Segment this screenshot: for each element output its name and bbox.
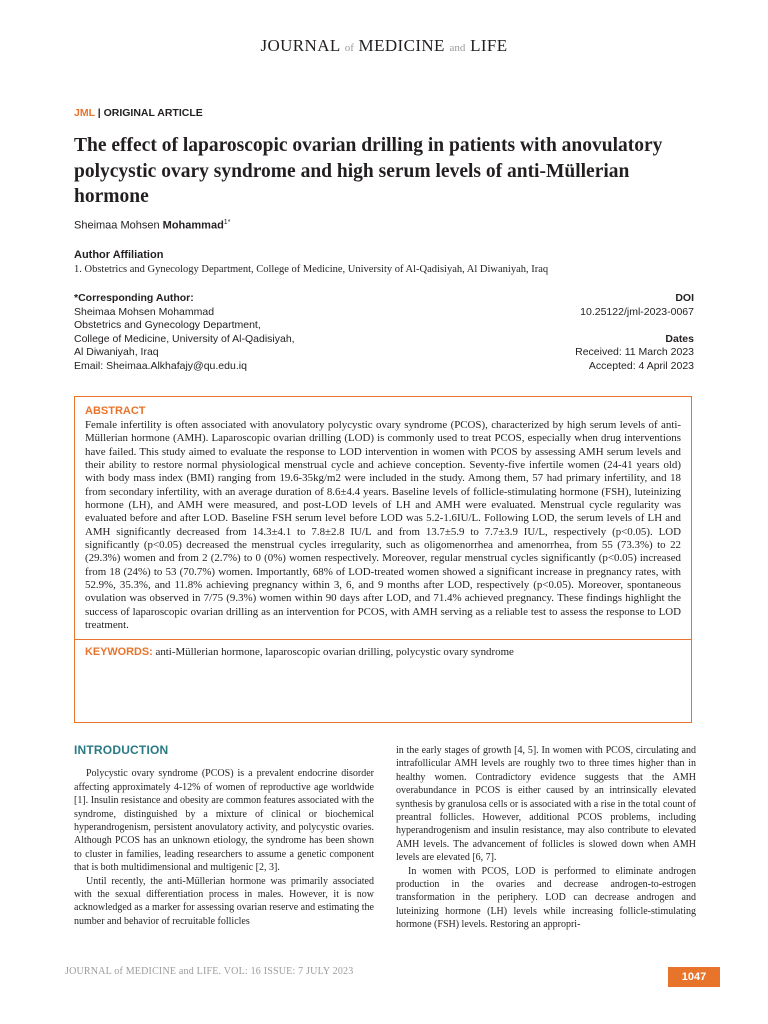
- intro-paragraph-3: in the early stages of growth [4, 5]. In women with PCOS, circulating and intrafollicular AMH levels are roughly two to three times higher than in healthy women. Contradictory evidence suggests that the AMH overabundance in PCOS is either caused by an intrinsically elevated synthesis by granulosa cells or is associated with a rise in the total count of preantral follicles. However, additional PCOS problems, including hyperandrogenism and insulin resistance, may also contribute to elevated AMH levels. The advancement of follicles is slowed down when AMH levels are elevated [6, 7].: [396, 745, 696, 864]
- journal-name-of: of: [344, 42, 354, 54]
- author-line: [74, 219, 230, 232]
- keywords-label: KEYWORDS:: [85, 645, 153, 658]
- corresponding-department: Obstetrics and Gynecology Department,: [74, 319, 261, 332]
- dates-heading: Dates: [665, 332, 694, 345]
- journal-header: [0, 36, 768, 56]
- author-superscript: 1*: [223, 219, 231, 226]
- column-right: [396, 744, 696, 932]
- category-brand: JML: [74, 107, 95, 119]
- author-family-name: Mohammad: [162, 219, 224, 232]
- category-type: ORIGINAL ARTICLE: [103, 107, 203, 119]
- page-number: 1047: [668, 967, 720, 987]
- journal-name-life: LIFE: [470, 36, 508, 55]
- journal-name-journal: JOURNAL: [260, 36, 341, 55]
- introduction-heading: INTRODUCTION: [74, 743, 169, 757]
- corresponding-author: [74, 292, 374, 374]
- keywords-text: anti-Müllerian hormone, laparoscopic ovarian drilling, polycystic ovary syndrome: [152, 645, 514, 658]
- affiliation-text: 1. Obstetrics and Gynecology Department, College of Medicine, University of Al-Qadisiyah, Al Diwaniyah, Iraq: [74, 264, 549, 275]
- column-left: [74, 744, 374, 928]
- article-title: The effect of laparoscopic ovarian drilling in patients with anovulatory polycystic ovary syndrome and high serum levels of anti-Müllerian hormone: [74, 135, 663, 207]
- corresponding-name: Sheimaa Mohsen Mohammad: [74, 305, 215, 318]
- intro-paragraph-4: In women with PCOS, LOD is performed to eliminate androgen production in the ovaries and decrease androgen-to-estrogen transformation in the periphery. LOD can decrease androgen and luteinizing hormone (LH) levels while increasing follicle-stimulating hormone (FSH) levels. Restoring an appropri-: [396, 865, 696, 931]
- doi-heading: DOI: [675, 292, 694, 304]
- abstract-box: [74, 396, 692, 723]
- article-category: [74, 107, 203, 119]
- corresponding-email[interactable]: Email: Sheimaa.Alkhafajy@qu.edu.iq: [74, 359, 247, 372]
- corresponding-college: College of Medicine, University of Al-Qadisiyah,: [74, 332, 295, 345]
- article-info: [434, 292, 694, 374]
- intro-paragraph-2: Until recently, the anti-Müllerian hormone was primarily associated with the sexual differentiation process in males. However, it is now acknowledged as a marker for assessing ovarian reserve and estimating the number and behavior of recruitable follicles: [74, 875, 374, 927]
- intro-paragraph-1: Polycystic ovary syndrome (PCOS) is a prevalent endocrine disorder affecting approximately 4-12% of women of reproductive age worldwide [1]. Insulin resistance and obesity are common features associated with the syndrome, distinguished by a mixture of clinical or biochemical hyperandrogenism, persistent anovulatory activity, and polycystic ovaries. Although PCOS has an unknown etiology, the syndrome has been shown to cluster in families, leading researchers to assume a genetic component that is both multidimensional and multigenic [2, 3].: [74, 768, 374, 874]
- affiliation-heading: Author Affiliation: [74, 249, 164, 261]
- journal-name-and: and: [449, 42, 466, 54]
- category-separator: |: [94, 107, 104, 119]
- corresponding-city: Al Diwaniyah, Iraq: [74, 346, 159, 359]
- doi-value[interactable]: 10.25122/jml-2023-0067: [580, 305, 694, 318]
- footer-journal-info: JOURNAL of MEDICINE and LIFE. VOL: 16 ISSUE: 7 JULY 2023: [65, 966, 354, 977]
- keywords-line: [75, 639, 691, 658]
- date-accepted: Accepted: 4 April 2023: [588, 359, 694, 372]
- abstract-text: Female infertility is often associated with anovulatory polycystic ovary syndrome (PCOS), characterized by high serum levels of anti-Müllerian hormone (AMH). Laparoscopic ovarian drilling (LOD) is commonly used to treat PCOS, especially when drug interventions have failed. This study aimed to evaluate the response to LOD intervention in women with PCOS by assessing AMH serum levels and their ability to restore normal physiological menstrual cycle and achieve conception. Seventy-five infertile women (24-41 years old) with body mass index (BMI) ranging from 19.6-35kg/m2 were included in the study. Among them, 57 had primary infertility, and 18 from secondary infertility, with an average duration of 8.6±4.4 years. Baseline levels of follicle-stimulating hormone (FSH), luteinizing hormone (LH), and AMH were measured, and post-LOD levels of LH and AMH were evaluated. Menstrual cycle regularity was evaluated before and after LOD. Baseline FSH serum level before LOD was 5.2-1.6IU/L. Following LOD, the serum levels of LH and AMH significantly decreased from 14.3±4.1 to 7.8±2.8 IU/L and from 13.7±5.9 to 7.7±3.9 IU/L, respectively (p<0.05). LOD significantly (p<0.05) decreased the menstrual cycles irregularity, such as oligomenorrhea and amenorrhea, from 55 (73.3%) to 22 (29.3%) women and from 2 (2.7%) to 0 (0%) women respectively. Moreover, regular menstrual cycles significantly (p<0.05) increased from 18 (24%) to 53 (70.7%) women. Importantly, 68% of LOD-treated women showed a significant increase in pregnancy rates, with 52.9%, 35.3%, and 11.8% achieving pregnancy within 3, 6, and 9 months after LOD, respectively (p<0.05). Moreover, spontaneous ovulation was observed in 7/75 (9.3%) women within 90 days after LOD, and 71.4% achieved pregnancy. These findings highlight the success of laparoscopic ovarian drilling as an intervention for PCOS, with AMH serving as a reliable test to assess the response to LOD treatment.: [85, 419, 681, 632]
- corresponding-heading: *Corresponding Author:: [74, 292, 194, 304]
- author-given-name: Sheimaa Mohsen: [74, 219, 163, 232]
- date-received: Received: 11 March 2023: [575, 346, 694, 359]
- journal-name-medicine: MEDICINE: [358, 36, 445, 55]
- abstract-heading: ABSTRACT: [85, 405, 146, 417]
